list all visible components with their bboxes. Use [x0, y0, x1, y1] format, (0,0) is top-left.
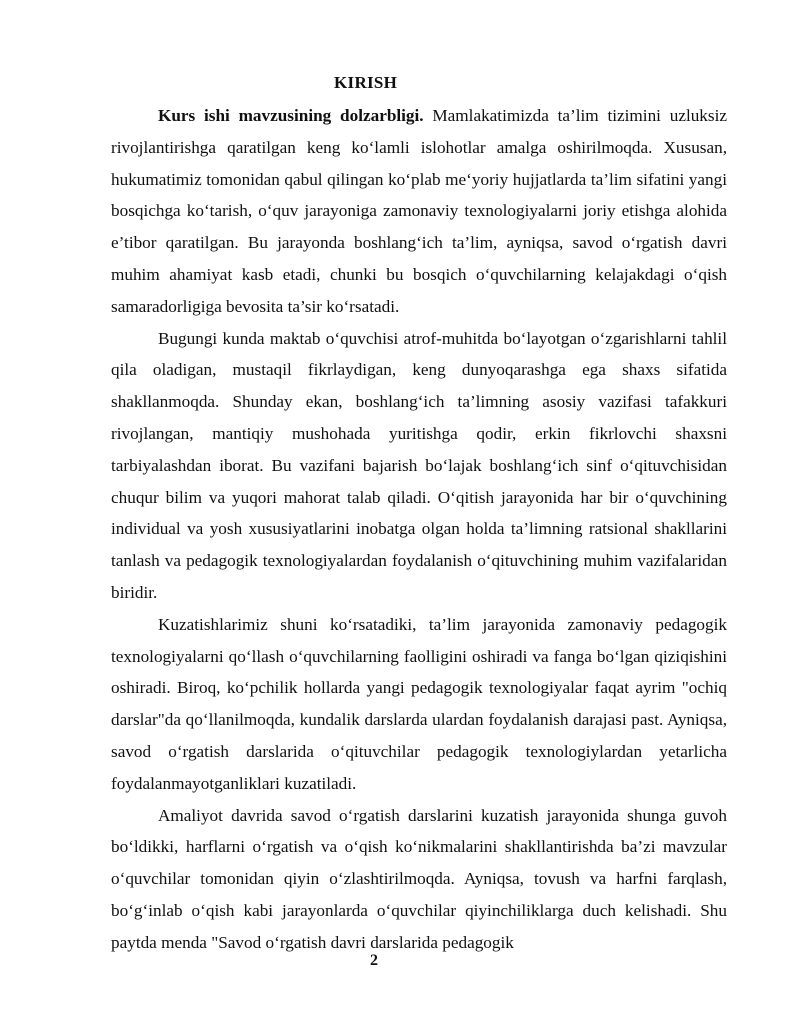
paragraph — [111, 800, 727, 959]
paragraph-lead: Kurs ishi mavzusining dolzarbligi. — [158, 106, 424, 125]
page-number: 2 — [370, 952, 378, 969]
paragraph-text: Kuzatishlarimiz shuni ko‘rsatadiki, ta’lim jarayonida zamonaviy pedagogik texnologiyalarni qo‘llash o‘quvchilarning faolligini oshiradi va fanga bo‘lgan qiziqishini oshiradi. Biroq, ko‘pchilik hollarda yangi pedagogik texnologiyalar faqat ayrim "ochiq darslar"da qo‘llanilmoqda, kundalik darslarda ulardan foydalanish darajasi past. Ayniqsa, savod o‘rgatish darslarida o‘qituvchilar pedagogik texnologiylardan yetarlicha foydalanmayotganliklari kuzatiladi. — [111, 614, 727, 793]
section-title: KIRISH — [334, 73, 398, 92]
paragraph-relevance — [111, 100, 727, 323]
paragraph-text: Bugungi kunda maktab o‘quvchisi atrof-muhitda bo‘layotgan o‘zgarishlarni tahlil qila oladigan, mustaqil fikrlaydigan, keng dunyoqarashga ega shaxs sifatida shakllanmoqda. Shunday ekan, boshlang‘ich ta’limning asosiy vazifasi tafakkuri rivojlangan, mantiqiy mushohada yuritishga qodir, erkin fikrlovchi shaxsni tarbiyalashdan iborat. Bu vazifani bajarish bo‘lajak boshlang‘ich sinf o‘qituvchisidan chuqur bilim va yuqori mahorat talab qiladi. O‘qitish jarayonida har bir o‘quvchining individual va yosh xususiyatlarini inobatga olgan holda ta’limning ratsional shakllarini tanlash va pedagogik texnologiyalardan foydalanish o‘qituvchining muhim vazifalaridan biridir. — [111, 328, 727, 602]
body-text — [111, 100, 727, 959]
paragraph — [111, 609, 727, 800]
paragraph-text: Amaliyot davrida savod o‘rgatish darslarini kuzatish jarayonida shunga guvoh bo‘ldikki, harflarni o‘rgatish va o‘qish ko‘nikmalarini shakllantirishda ba’zi mavzular o‘quvchilar tomonidan qiyin o‘zlashtirilmoqda. Ayniqsa, tovush va harfni farqlash, bo‘g‘inlab o‘qish kabi jarayonlarda o‘quvchilar qiyinchiliklarga duch kelishadi. Shu paytda menda "Savod o‘rgatish davri darslarida pedagogik — [111, 805, 727, 952]
paragraph — [111, 323, 727, 609]
paragraph-text: Mamlakatimizda ta’lim tizimini uzluksiz rivojlantirishga qaratilgan keng ko‘lamli islohotlar amalga oshirilmoqda. Xususan, hukumatimiz tomonidan qabul qilingan ko‘plab me‘yoriy hujjatlarda ta’lim sifatini yangi bosqichga ko‘tarish, o‘quv jarayoniga zamonaviy texnologiyalarni joriy etishga alohida e’tibor qaratilgan. Bu jarayonda boshlang‘ich ta’lim, ayniqsa, savod o‘rgatish davri muhim ahamiyat kasb etadi, chunki bu bosqich o‘quvchilarning kelajakdagi o‘qish samaradorligiga bevosita ta’sir ko‘rsatadi. — [111, 106, 727, 316]
